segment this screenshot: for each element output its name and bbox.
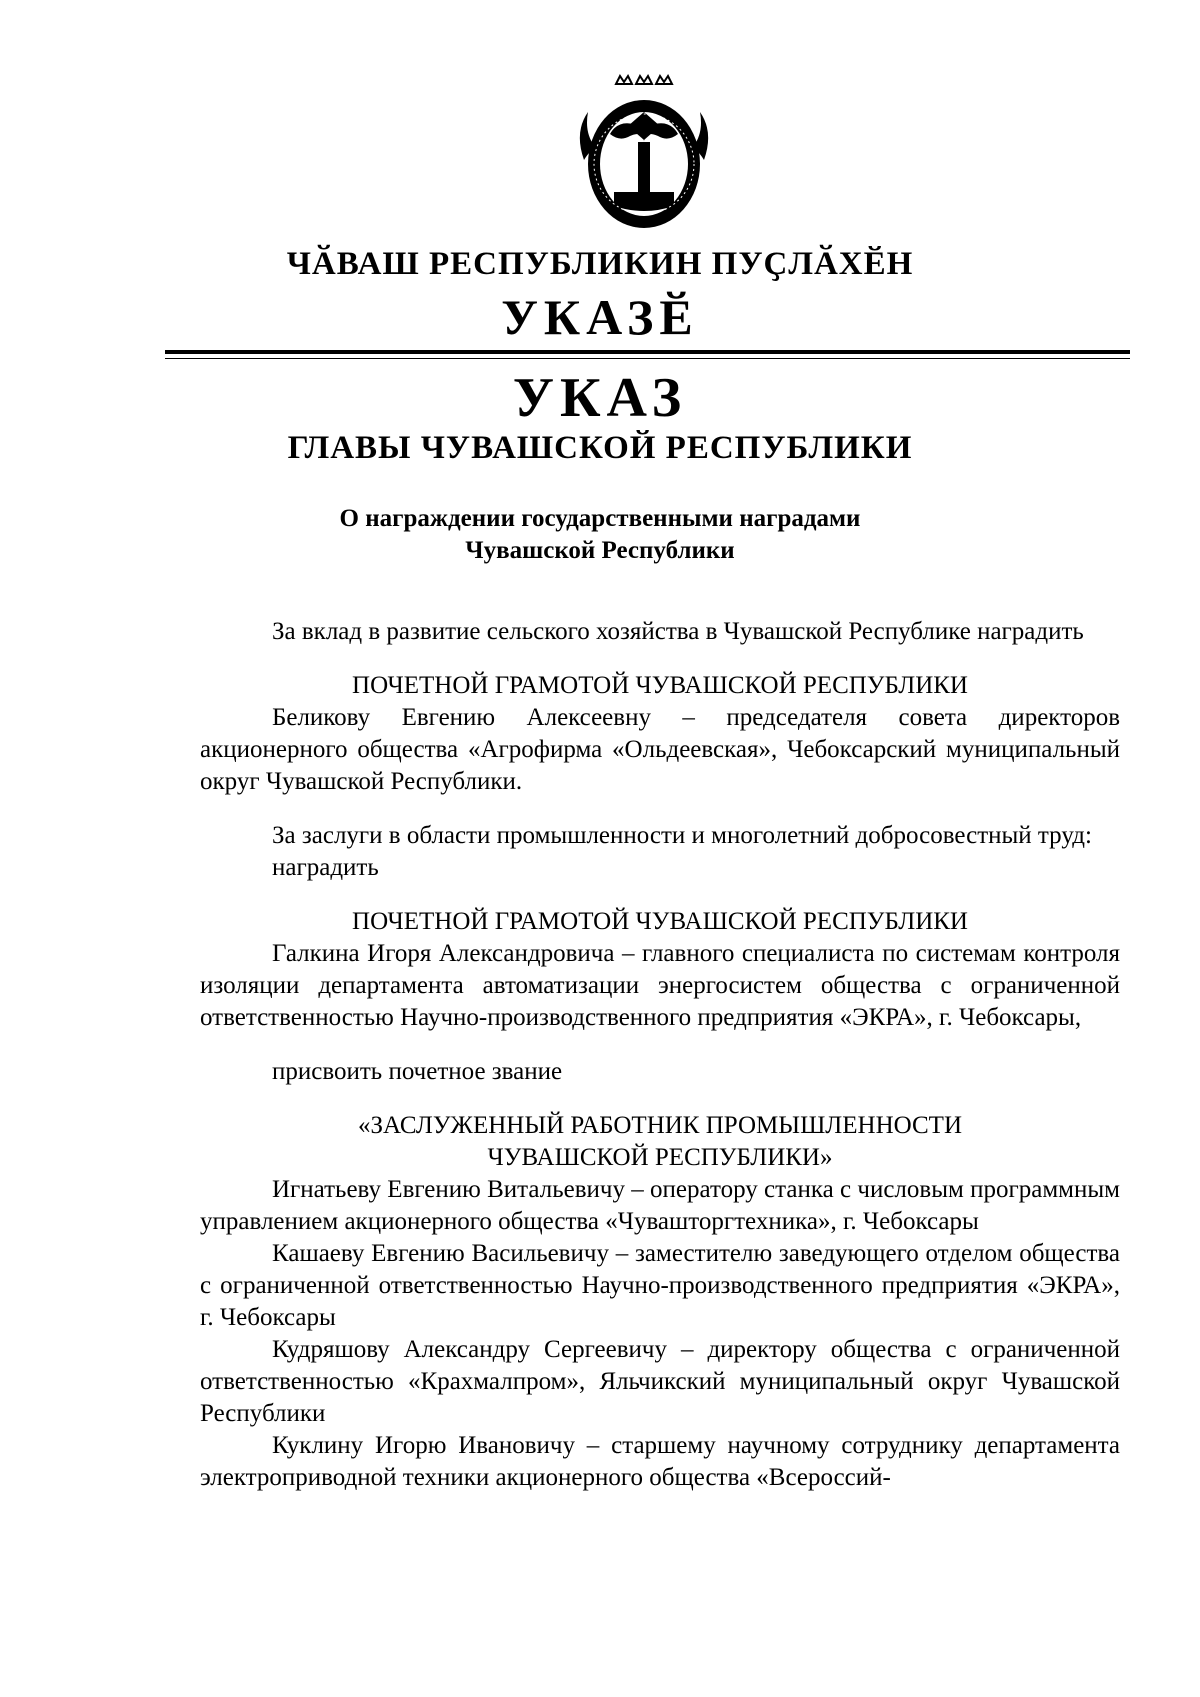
chuvash-title: УКАЗӖ [501,289,699,345]
section2-verb: наградить [272,854,379,881]
decree-body [200,616,1120,1494]
section1-person: Беликову Евгению Алексеевну – председателя совета директоров акционерного общества «Агрофирма «Ольдеевская», Чебоксарский муниципальный округ Чувашской Республики. [200,704,1120,795]
chuvash-coat-of-arms-icon [570,72,718,234]
section1-award: ПОЧЕТНОЙ ГРАМОТОЙ ЧУВАШСКОЙ РЕСПУБЛИКИ [352,672,968,699]
section3-person: Куклину Игорю Ивановичу – старшему научному сотруднику департамента электроприводной техники акционерного общества «Всероссий- [200,1432,1120,1491]
section3-intro: присвоить почетное звание [272,1058,563,1085]
section3-person: Кудряшову Александру Сергеевичу – директору общества с ограниченной ответственностью «Крахмалпром», Яльчикский муниципальный округ Чувашской Республики [200,1336,1120,1427]
section2-person: Галкина Игоря Александровича – главного специалиста по системам контроля изоляции департамента автоматизации энергосистем общества с ограниченной ответственностью Научно-производственного предприятия «ЭКРА», г. Чебоксары, [200,940,1120,1031]
section3-title-line2: ЧУВАШСКОЙ РЕСПУБЛИКИ» [487,1144,833,1171]
subject-line-2: Чувашской Республики [465,537,735,564]
section3-person: Игнатьеву Евгению Витальевичу – оператору станка с числовым программным управлением акционерного общества «Чувашторгтехника», г. Чебоксары [200,1176,1120,1235]
subject-line-1: О награждении государственными наградами [339,505,861,532]
section1-intro: За вклад в развитие сельского хозяйства в Чувашской Республике наградить [272,618,1084,645]
section2-award: ПОЧЕТНОЙ ГРАМОТОЙ ЧУВАШСКОЙ РЕСПУБЛИКИ [352,908,968,935]
russian-title: УКАЗ [512,367,688,429]
chuvash-header-line: ЧӐВАШ РЕСПУБЛИКИН ПУҪЛӐХӖН [286,246,914,282]
decree-subject [0,503,1200,567]
section3-title-line1: «ЗАСЛУЖЕННЫЙ РАБОТНИК ПРОМЫШЛЕННОСТИ [358,1112,962,1139]
divider-thin [165,358,1130,359]
divider-thick [165,350,1130,354]
russian-subtitle: ГЛАВЫ ЧУВАШСКОЙ РЕСПУБЛИКИ [287,430,913,466]
section3-person: Кашаеву Евгению Васильевичу – заместителю заведующего отделом общества с ограниченной ответственностью Научно-производственного предприятия «ЭКРА», г. Чебоксары [200,1240,1120,1331]
section2-intro: За заслуги в области промышленности и многолетний добросовестный труд: [272,822,1092,849]
